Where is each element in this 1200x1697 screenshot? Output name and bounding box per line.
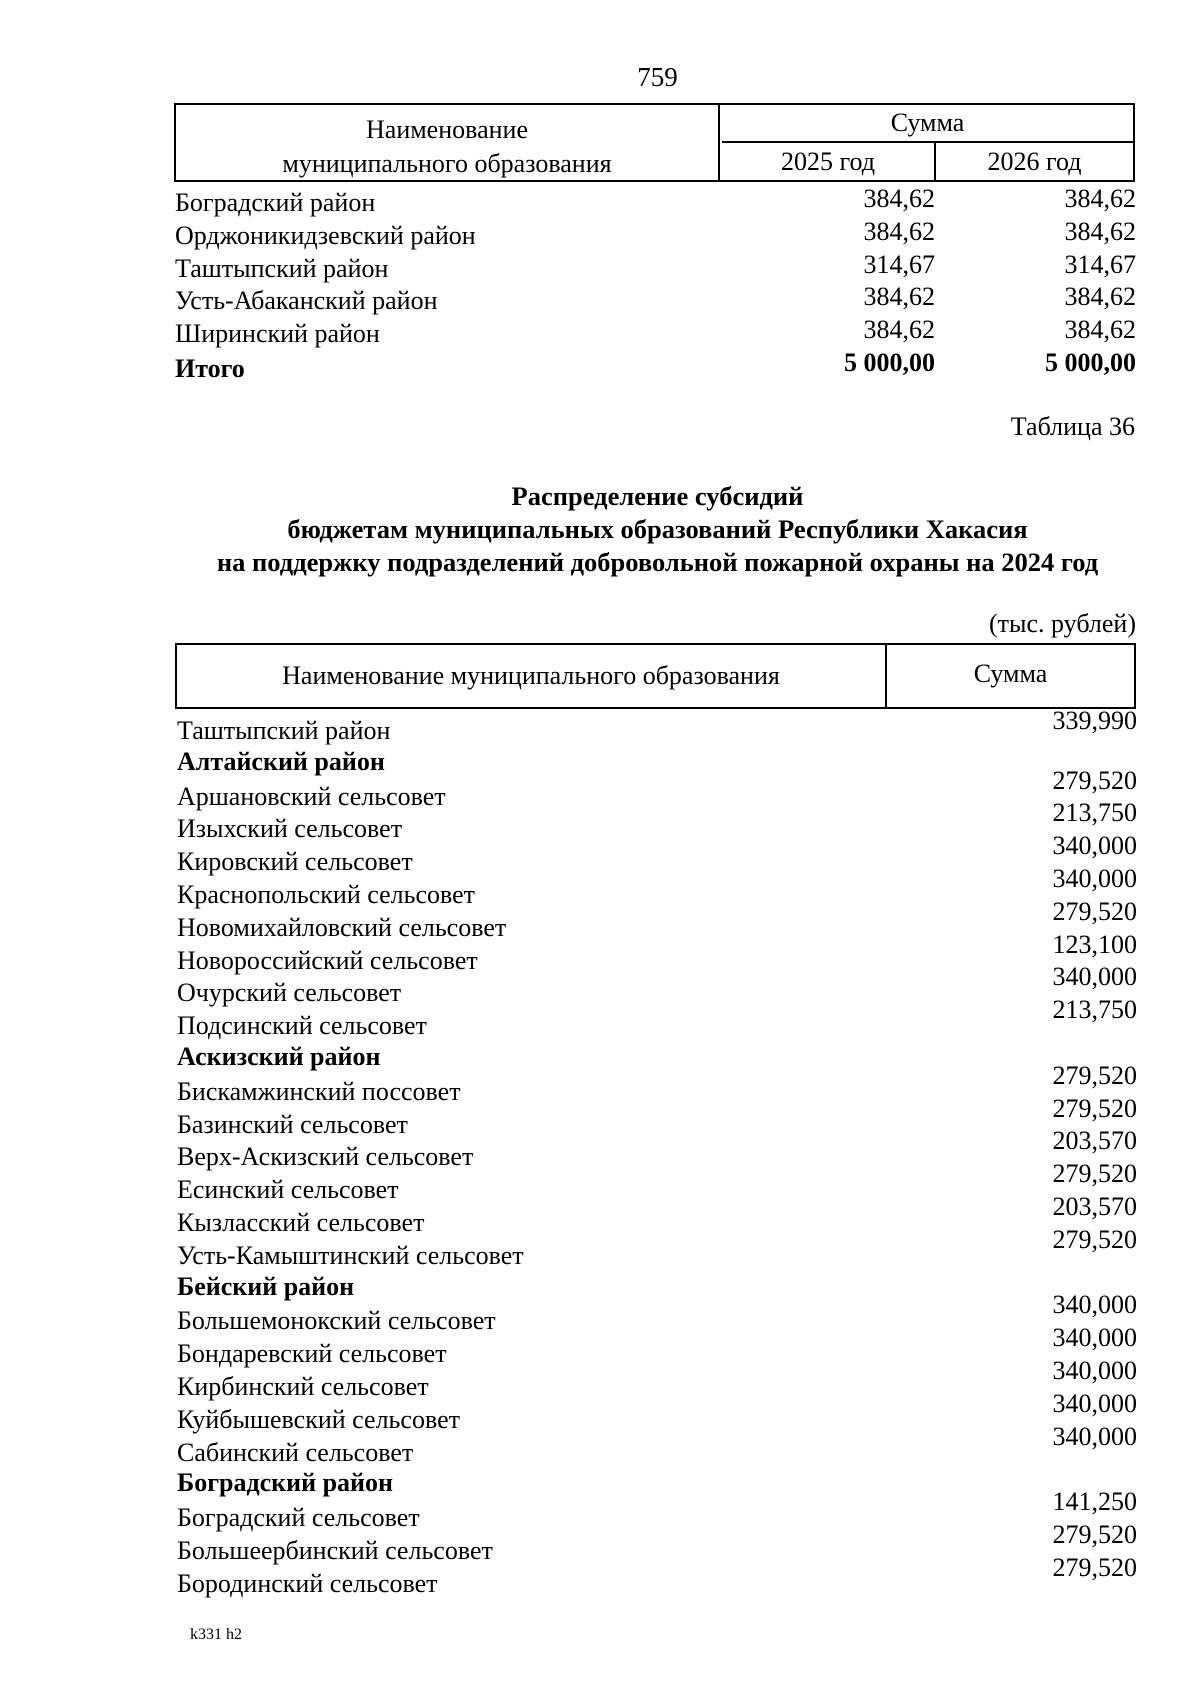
table-row: [175, 765, 1137, 811]
row-value-2025: 384,62: [863, 315, 935, 345]
row-value-2026: 384,62: [1064, 184, 1136, 213]
row-name: Очурский сельсовет: [177, 978, 402, 1008]
table1-body: [175, 184, 1136, 381]
table-row: [175, 798, 1137, 844]
table1-header-name: [176, 105, 720, 180]
row-name: Есинский сельсовет: [177, 1175, 399, 1205]
row-value-2026: 384,62: [1064, 315, 1136, 345]
row-name: Бондаревский сельсовет: [177, 1339, 447, 1369]
table2-header: [175, 643, 1136, 709]
row-name: Таштыпский район: [175, 253, 389, 283]
table-row: [175, 1060, 1137, 1106]
table-total-row: [175, 348, 1136, 381]
table1-header-sum: Сумма: [722, 105, 1133, 143]
row-name: Кирбинский сельсовет: [177, 1371, 429, 1401]
total-value-2026: 5 000,00: [1045, 347, 1136, 377]
row-name: Усть-Абаканский район: [175, 286, 438, 316]
table-row: [175, 1191, 1137, 1237]
row-value: 279,520: [1052, 1060, 1137, 1090]
table-row: [175, 962, 1137, 1008]
row-value: 213,750: [1052, 995, 1137, 1025]
row-name: Орджоникидзевский район: [175, 220, 476, 250]
row-value-2026: 384,62: [1064, 282, 1136, 312]
row-value-2025: 384,62: [863, 216, 935, 246]
table-row: [175, 1519, 1137, 1565]
row-name: Базинский сельсовет: [177, 1109, 408, 1139]
table2-header-name: Наименование муниципального образования: [177, 645, 887, 707]
table-row: [175, 1159, 1137, 1205]
group-name: Бейский район: [177, 1271, 355, 1301]
row-value: 279,520: [1052, 1552, 1137, 1582]
table-row: [175, 831, 1137, 877]
row-name: Изыхский сельсовет: [177, 814, 403, 844]
table-row: [175, 1388, 1137, 1434]
row-value: 203,570: [1052, 1191, 1137, 1221]
table-row: [175, 1552, 1137, 1598]
table-row: [175, 1355, 1137, 1401]
row-name: Новороссийский сельсовет: [177, 945, 478, 975]
table-row: [175, 282, 1136, 315]
table-row: [175, 184, 1136, 217]
table-row: [175, 1290, 1137, 1336]
row-name: Усть-Камыштинский сельсовет: [177, 1240, 524, 1270]
row-value: 279,520: [1052, 1159, 1137, 1189]
row-value: 340,000: [1052, 1355, 1137, 1385]
table-row: [175, 1224, 1137, 1270]
table1-header-name-line1: Наименование: [366, 115, 528, 144]
table2-header-sum: Сумма: [973, 659, 1048, 688]
document-title: [0, 480, 1200, 579]
row-name: Кызласский сельсовет: [177, 1207, 425, 1237]
row-value-2025: 384,62: [863, 282, 935, 312]
row-value: 279,520: [1052, 1224, 1137, 1254]
row-value: 340,000: [1052, 1421, 1137, 1451]
group-header-row: [175, 1040, 1137, 1073]
row-name: Большемонокский сельсовет: [177, 1306, 496, 1336]
units-label: (тыс. рублей): [988, 609, 1136, 638]
group-name: Аскизский район: [177, 1041, 381, 1071]
table-row: [175, 863, 1137, 909]
row-name: Большеербинский сельсовет: [177, 1535, 493, 1565]
group-name: Боградский район: [177, 1468, 394, 1498]
table-row: [175, 706, 1137, 745]
table-row: [175, 1487, 1137, 1533]
row-value: 279,520: [1052, 765, 1137, 795]
table-row: [175, 315, 1136, 348]
row-value: 203,570: [1052, 1126, 1137, 1156]
footer-code: k331 h2: [190, 1626, 242, 1643]
row-name: Куйбышевский сельсовет: [177, 1404, 460, 1434]
page-number: 759: [637, 62, 678, 92]
row-value: 340,000: [1052, 962, 1137, 992]
row-value-2026: 314,67: [1064, 249, 1136, 279]
row-value: 340,000: [1052, 863, 1137, 893]
row-name: Новомихайловский сельсовет: [177, 912, 507, 942]
table-row: [175, 929, 1137, 975]
row-value: 279,520: [1052, 1519, 1137, 1549]
row-name: Верх-Аскизский сельсовет: [177, 1142, 474, 1172]
table-label: Таблица 36: [1010, 412, 1135, 441]
table1-header-year1: 2025 год: [722, 143, 936, 180]
row-name: Бородинский сельсовет: [177, 1568, 438, 1598]
total-value-2025: 5 000,00: [844, 347, 935, 377]
total-label: Итого: [175, 353, 245, 383]
row-name: Боградский район: [175, 188, 376, 217]
group-header-row: [175, 745, 1137, 778]
row-value: 141,250: [1052, 1487, 1137, 1517]
row-name: Подсинский сельсовет: [177, 1011, 427, 1041]
table1-header-year2: 2026 год: [987, 147, 1082, 176]
row-value: 123,100: [1052, 929, 1137, 959]
row-value-2025: 384,62: [863, 184, 935, 213]
table1-header: [174, 103, 1135, 182]
table1-header-name-line2: муниципального образования: [282, 149, 612, 178]
row-value: 213,750: [1052, 798, 1137, 828]
group-name: Алтайский район: [177, 746, 385, 776]
table-row: [175, 1093, 1137, 1139]
row-value: 339,990: [1052, 706, 1137, 735]
title-line1: Распределение субсидий: [511, 481, 804, 511]
table-row: [175, 995, 1137, 1041]
row-name: Краснопольский сельсовет: [177, 879, 476, 909]
row-name: Ширинский район: [175, 319, 380, 349]
row-name: Бискамжинский поссовет: [177, 1076, 461, 1106]
table-row: [175, 1126, 1137, 1172]
group-header-row: [175, 1270, 1137, 1303]
row-value-2025: 314,67: [863, 249, 935, 279]
row-value: 279,520: [1052, 1093, 1137, 1123]
row-value-2026: 384,62: [1064, 216, 1136, 246]
row-value: 340,000: [1052, 1323, 1137, 1353]
row-name: Сабинский сельсовет: [177, 1437, 414, 1467]
title-line2: бюджетам муниципальных образований Республики Хакасия: [287, 514, 1028, 544]
row-name: Аршановский сельсовет: [177, 781, 446, 811]
group-header-row: [175, 1466, 1137, 1499]
table-row: [175, 250, 1136, 283]
table-row: [175, 896, 1137, 942]
row-name: Боградский сельсовет: [177, 1503, 420, 1533]
row-value: 340,000: [1052, 1388, 1137, 1418]
table-row: [175, 1421, 1137, 1467]
row-value: 279,520: [1052, 896, 1137, 926]
row-value: 340,000: [1052, 1290, 1137, 1320]
table-row: [175, 1323, 1137, 1369]
row-name: Кировский сельсовет: [177, 847, 413, 877]
table-row: [175, 217, 1136, 250]
table2-body: [175, 706, 1137, 1598]
row-value: 340,000: [1052, 831, 1137, 861]
row-name: Таштыпский район: [177, 716, 391, 745]
title-line3: на поддержку подразделений добровольной пожарной охраны на 2024 год: [216, 547, 1099, 577]
